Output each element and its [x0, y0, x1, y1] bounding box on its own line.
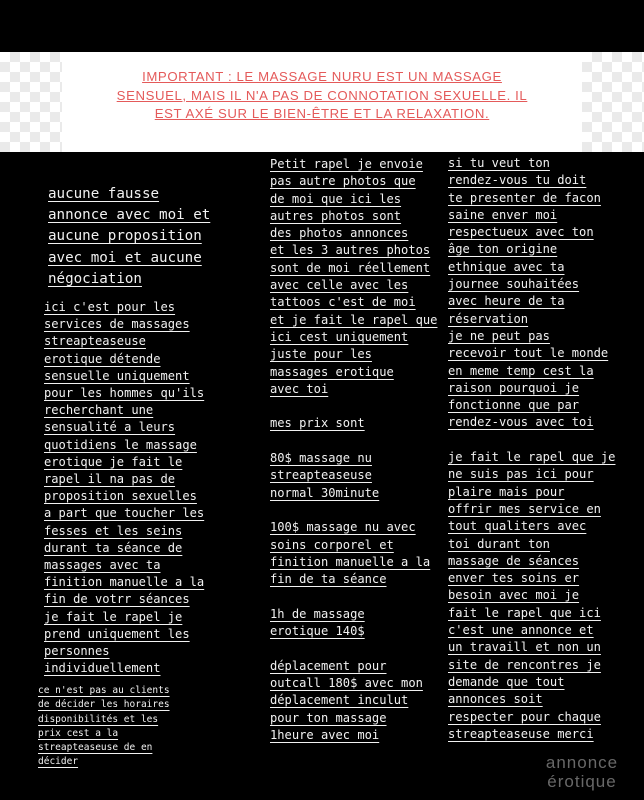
column2-text: Petit rapel je envoie pas autre photos que de moi que ici les autres photos sont des photos annonces et les 3 autres photos sont de moi réellement avec celle avec les tattoos c'est de moi et je fait le rapel que ici cest uniquement juste pour les massages erotique avec toi mes prix sont 80$ massage nu streapteaseuse normal 30minute 100$ massage nu avec soins corporel et finition manuelle a la fin de ta séance 1h de massage erotique 140$ déplacement pour outcall 180$ avec mon déplacement inculut pour ton massage 1heure avec moi	[270, 157, 438, 742]
watermark-line2: érotique	[547, 772, 617, 791]
banner-warning-text: IMPORTANT : LE MASSAGE NURU EST UN MASSAGE SENSUEL, MAIS IL N'A PAS DE CONNOTATION SEXUELLE. IL EST AXÉ SUR LE BIEN-ÊTRE ET LA RELAXATION.	[116, 69, 528, 121]
column3-text: si tu veut ton rendez-vous tu doit te presenter de facon saine enver moi respectueux avec ton âge ton origine ethnique avec ta journee souhaitées avec heure de ta réservation je ne peut pas recevoir tout le monde en meme temp cest la raison pourquoi je fonctionne que par rendez-vous avec toi je fait le rapel que je ne suis pas ici pour plaire mais pour offrir mes service en tout qualiters avec toi durant ton massage de séances enver tes soins er besoin avec moi je fait le rapel que ici c'est une annonce et un travaill et non un site de rencontres je demande que tout annonces soit respecter pour chaque streapteaseuse merci	[448, 156, 616, 741]
site-watermark	[528, 753, 636, 791]
warning-banner	[0, 52, 644, 152]
column1-heading: aucune fausse annonce avec moi et aucune proposition avec moi et aucune négociation	[48, 186, 211, 287]
column1-note: ce n'est pas au clients de décider les horaires disponibilités et les prix cest a la streapteaseuse de en décider	[38, 685, 170, 768]
column1-body: ici c'est pour les services de massages streapteaseuse erotique détende sensuelle uniquement pour les hommes qu'ils recherchant une sensualité a leurs quotidiens le massage erotique je fait le rapel il na pas de proposition sexuelles a part que toucher les fesses et les seins durant ta séance de massages avec ta finition manuelle a la fin de votrr séances je fait le rapel je prend uniquement les personnes individuellement	[44, 300, 205, 676]
checker-pattern-left	[0, 52, 62, 152]
watermark-line1: annonce	[545, 753, 619, 772]
checker-pattern-right	[582, 52, 644, 152]
